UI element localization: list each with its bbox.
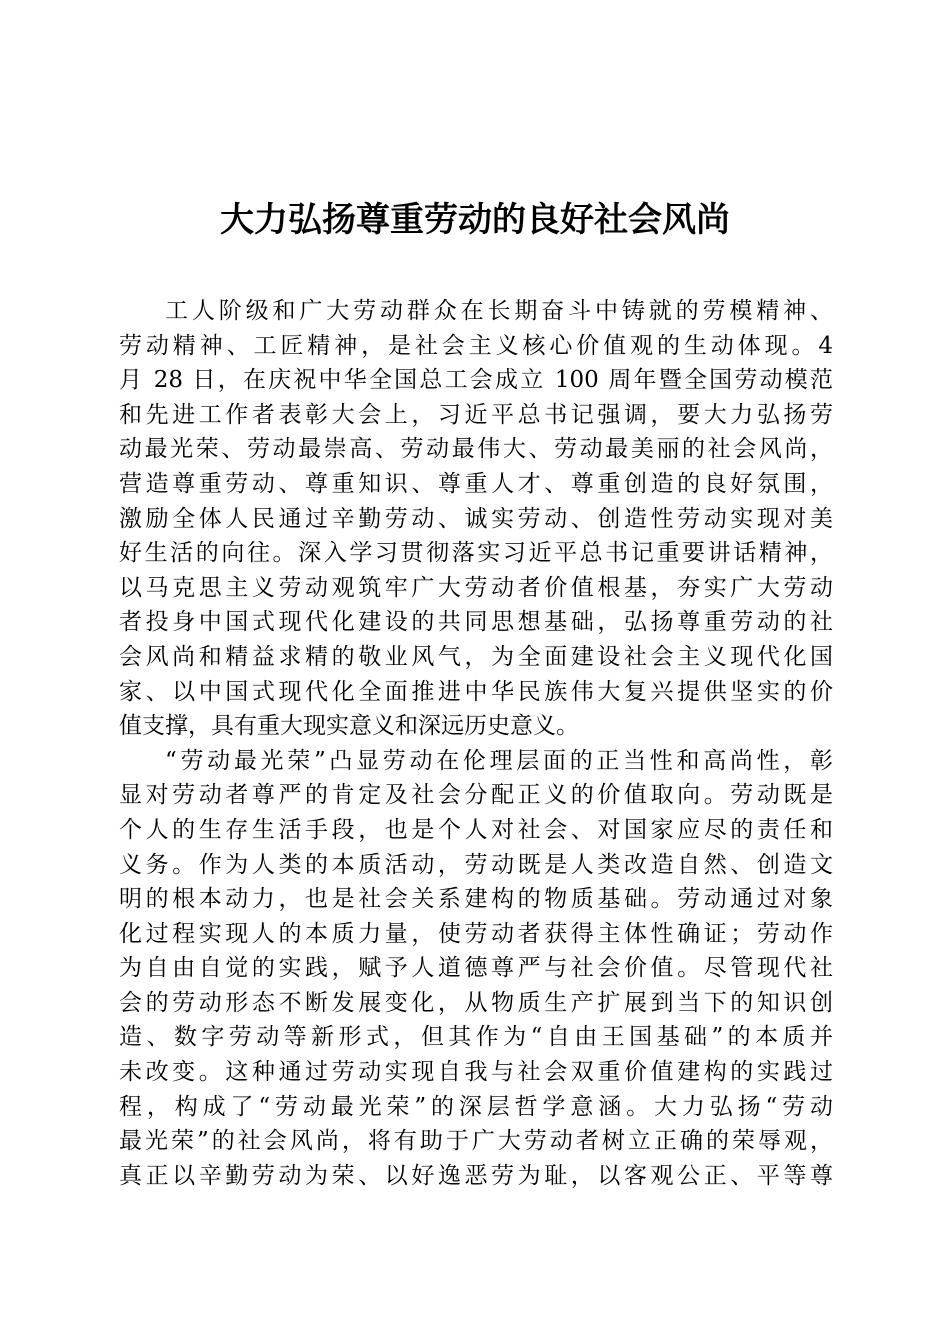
body-line: 值支撑，具有重大现实意义和深远历史意义。 — [119, 713, 579, 740]
body-line: 会的劳动形态不断发展变化，从物质生产扩展到当下的知识创 — [119, 989, 833, 1016]
document-title: 大力弘扬尊重劳动的良好社会风尚 — [220, 200, 730, 240]
body-line: 显对劳动者尊严的肯定及社会分配正义的价值取向。劳动既是 — [119, 782, 833, 809]
body-line: 者投身中国式现代化建设的共同思想基础，弘扬尊重劳动的社 — [119, 609, 833, 636]
body-line: 以马克思主义劳动观筑牢广大劳动者价值根基，夯实广大劳动 — [119, 574, 833, 601]
body-line: 会风尚和精益求精的敬业风气，为全面建设社会主义现代化国 — [119, 643, 833, 670]
body-line: 为自由自觉的实践，赋予人道德尊严与社会价值。尽管现代社 — [119, 955, 833, 982]
document-body — [119, 294, 833, 1193]
body-line: 最光荣”的社会风尚，将有助于广大劳动者树立正确的荣辱观， — [119, 1128, 833, 1155]
body-line: 义务。作为人类的本质活动，劳动既是人类改造自然、创造文 — [119, 851, 833, 878]
body-line: 家、以中国式现代化全面推进中华民族伟大复兴提供坚实的价 — [119, 678, 833, 705]
body-line: 个人的生存生活手段，也是个人对社会、对国家应尽的责任和 — [119, 816, 833, 843]
body-line: 明的根本动力，也是社会关系建构的物质基础。劳动通过对象 — [119, 886, 833, 913]
body-line: 程，构成了“劳动最光荣”的深层哲学意涵。大力弘扬“劳动 — [119, 1093, 833, 1120]
body-line: 劳动精神、工匠精神，是社会主义核心价值观的生动体现。4 — [119, 332, 833, 359]
body-line: 化过程实现人的本质力量，使劳动者获得主体性确证；劳动作 — [119, 920, 833, 947]
body-line: 激励全体人民通过辛勤劳动、诚实劳动、创造性劳动实现对美 — [119, 505, 833, 532]
body-line: 好生活的向往。深入学习贯彻落实习近平总书记重要讲话精神， — [119, 540, 833, 567]
body-line: 工人阶级和广大劳动群众在长期奋斗中铸就的劳模精神、 — [165, 298, 833, 324]
body-line: 未改变。这种通过劳动实现自我与社会双重价值建构的实践过 — [119, 1059, 833, 1086]
body-line: 营造尊重劳动、尊重知识、尊重人才、尊重创造的良好氛围， — [119, 470, 833, 497]
body-line: 动最光荣、劳动最崇高、劳动最伟大、劳动最美丽的社会风尚， — [119, 436, 833, 463]
body-line: 造、数字劳动等新形式，但其作为“自由王国基础”的本质并 — [119, 1024, 833, 1051]
body-line: 月 28 日，在庆祝中华全国总工会成立 100 周年暨全国劳动模范 — [119, 367, 833, 394]
body-line: 和先进工作者表彰大会上，习近平总书记强调，要大力弘扬劳 — [119, 401, 833, 428]
body-line: 真正以辛勤劳动为荣、以好逸恶劳为耻，以客观公正、平等尊 — [119, 1162, 833, 1189]
body-line: “劳动最光荣”凸显劳动在伦理层面的正当性和高尚性，彰 — [165, 747, 833, 774]
